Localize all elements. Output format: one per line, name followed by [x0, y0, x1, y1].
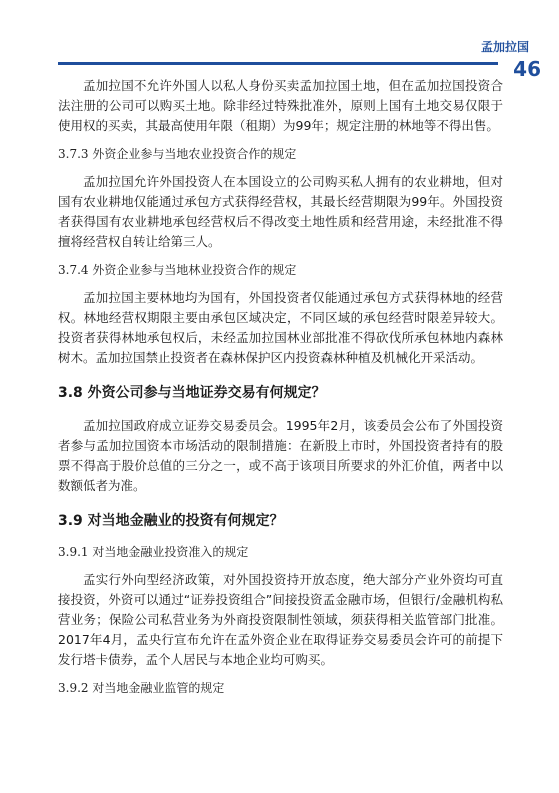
subheading-3-7-4: 3.7.4 外资企业参与当地林业投资合作的规定: [58, 263, 297, 277]
header-title: 孟加拉国: [480, 40, 529, 54]
page-content: [58, 76, 503, 706]
paragraph-finance-access: 孟实行外向型经济政策，对外国投资持开放态度，绝大部分产业外资均可直接投资，外资可以通过“证券投资组合”间接投资孟金融市场，但银行/金融机构私营业务；保险公司私营业务为外商投资限制性领域，须获得相关监管部门批准。2017年4月，孟央行宣布允许在孟外资企业在取得证券交易委员会许可的前提下发行塔卡债券，孟个人居民与本地企业均可购买。: [58, 572, 503, 667]
subheading-3-9-1: 3.9.1 对当地金融业投资准入的规定: [58, 545, 249, 559]
paragraph-land-ownership: 孟加拉国不允许外国人以私人身份买卖孟加拉国土地，但在孟加拉国投资合法注册的公司可以购买土地。除非经过特殊批准外，原则上国有土地交易仅限于使用权的买卖，其最高使用年限（租期）为99年；规定注册的林地等不得出售。: [58, 78, 503, 133]
paragraph-agriculture: 孟加拉国允许外国投资人在本国设立的公司购买私人拥有的农业耕地，但对国有农业耕地仅能通过承包方式获得经营权，其最长经营期限为99年。外国投资者获得国有农业耕地承包经营权后不得改变土地性质和经营用途，未经批准不得擅将经营权自转让给第三人。: [58, 174, 503, 249]
header-rule: [58, 62, 498, 65]
section-heading-3-8: 3.8 外资公司参与当地证券交易有何规定？: [58, 385, 326, 401]
section-heading-3-9: 3.9 对当地金融业的投资有何规定？: [58, 513, 284, 529]
subheading-3-7-3: 3.7.3 外资企业参与当地农业投资合作的规定: [58, 147, 297, 161]
subheading-3-9-2: 3.9.2 对当地金融业监管的规定: [58, 681, 225, 695]
page-number: 46: [513, 57, 541, 81]
paragraph-forestry: 孟加拉国主要林地均为国有，外国投资者仅能通过承包方式获得林地的经营权。林地经营权期限主要由承包区域决定，不同区域的承包经营时限差异较大。投资者获得林地承包权后，未经孟加拉国林业部批准不得砍伐所承包林地内森林树木。孟加拉国禁止投资者在森林保护区内投资森林种植及机械化开采活动。: [58, 290, 503, 365]
paragraph-securities: 孟加拉国政府成立证券交易委员会。1995年2月，该委员会公布了外国投资者参与孟加拉国资本市场活动的限制措施：在新股上市时，外国投资者持有的股票不得高于股价总值的三分之一，或不高于该项目所要求的外汇价值，两者中以数额低者为准。: [58, 418, 503, 493]
